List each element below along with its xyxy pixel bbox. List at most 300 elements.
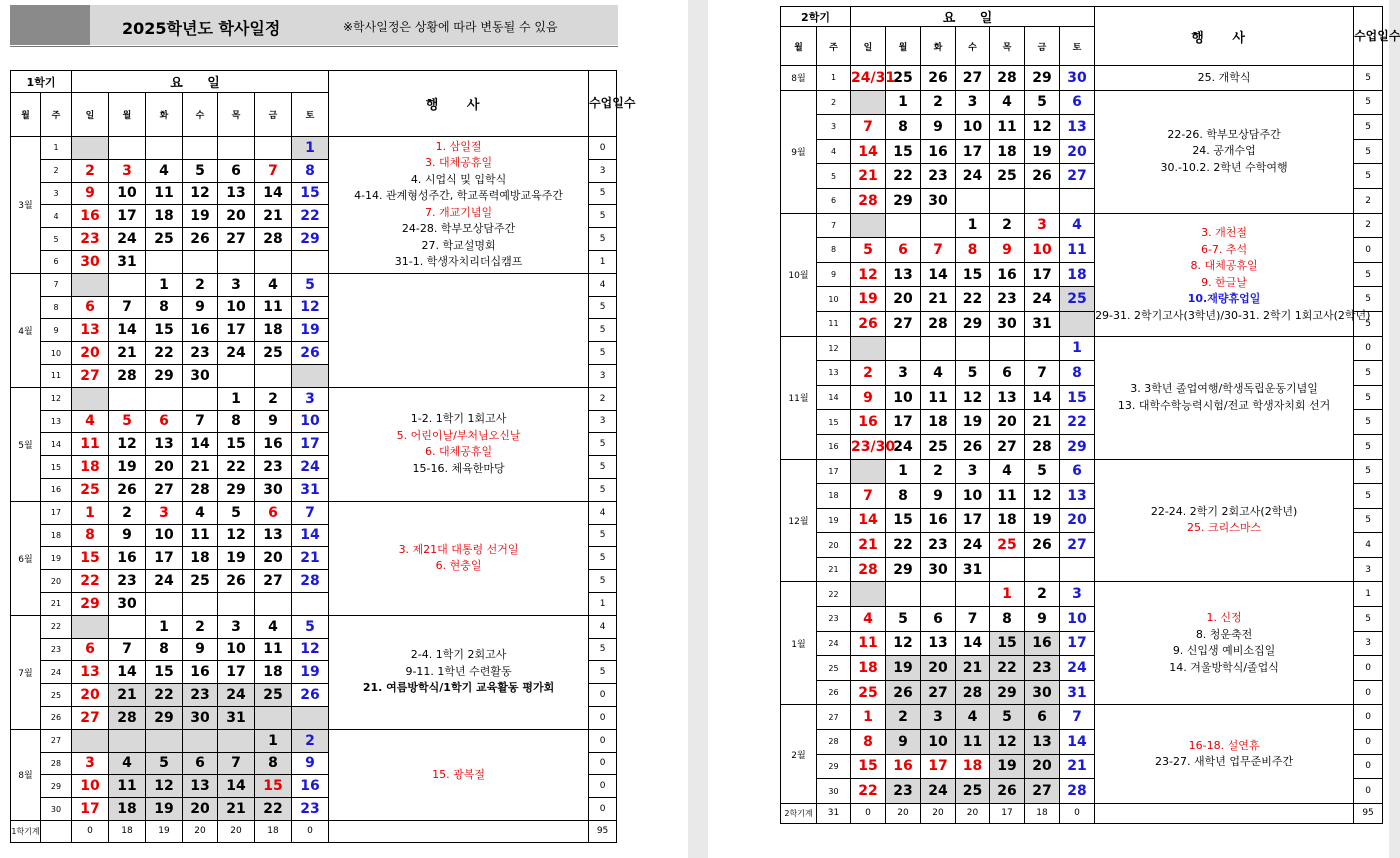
day-cell: 6 [183,752,218,775]
day-cell: 17 [218,661,255,684]
day-cell [255,250,292,273]
day-cell: 22 [886,164,921,189]
weekday-header: 토 [1060,27,1095,66]
week-number: 9 [817,262,851,287]
day-cell: 13 [990,385,1025,410]
day-cell: 8 [255,752,292,775]
total-day: 0 [292,820,329,842]
class-days-value: 0 [589,729,617,752]
day-cell: 8 [146,296,183,319]
day-cell: 30 [72,250,109,273]
day-cell: 3 [146,501,183,524]
day-cell: 4 [255,273,292,296]
event-item: 24-28. 학부모상담주간 [401,222,516,236]
day-cell: 18 [255,319,292,342]
event-item: 10.재량휴업일 [1187,292,1261,306]
day-cell: 4 [1060,213,1095,238]
day-cell [921,213,956,238]
day-cell: 6 [218,159,255,182]
day-cell: 29 [146,706,183,729]
day-cell: 13 [1060,115,1095,140]
day-cell: 10 [1025,238,1060,263]
events-cell [1095,90,1354,213]
week-number: 19 [41,547,72,570]
day-cell: 3 [1060,582,1095,607]
day-cell: 22 [956,287,990,312]
week-number: 21 [817,557,851,582]
class-days-value: 5 [1354,164,1383,189]
day-cell [851,336,886,361]
day-cell: 20 [921,656,956,681]
event-item: 8. 대체공휴일 [1190,259,1258,273]
class-days-value: 3 [1354,631,1383,656]
class-days-value: 0 [1354,730,1383,755]
day-cell: 2 [990,213,1025,238]
day-cell: 29 [1025,66,1060,91]
day-cell: 5 [1025,90,1060,115]
day-cell: 30 [921,188,956,213]
day-cell: 1 [851,705,886,730]
day-cell: 1 [886,459,921,484]
day-cell [183,137,218,160]
week-number: 11 [817,311,851,336]
class-days-value: 5 [1354,139,1383,164]
day-cell: 6 [1060,459,1095,484]
day-cell: 20 [218,205,255,228]
day-cell: 15 [1060,385,1095,410]
event-item: 7. 개교기념일 [425,205,493,219]
day-cell: 10 [956,115,990,140]
class-days-value: 5 [1354,262,1383,287]
month-header: 월 [11,93,41,137]
month-header: 월 [781,27,817,66]
day-cell: 9 [183,296,218,319]
day-cell [292,706,329,729]
events-cell [1095,705,1354,803]
total-class-days: 95 [589,820,617,842]
day-cell: 9 [990,238,1025,263]
day-cell: 16 [921,139,956,164]
day-cell: 6 [146,410,183,433]
day-cell: 27 [1060,533,1095,558]
day-cell: 23 [1025,656,1060,681]
day-cell: 27 [146,478,183,501]
class-days-value: 5 [1354,508,1383,533]
day-cell: 1 [146,273,183,296]
day-cell: 10 [921,730,956,755]
title-note: ※학사일정은 상황에 따라 변동될 수 있음 [343,20,558,34]
class-days-header: 수업일수 [1354,7,1383,66]
day-cell: 17 [72,798,109,821]
day-cell: 22 [72,570,109,593]
class-days-value: 4 [1354,533,1383,558]
day-cell: 15 [292,182,329,205]
week-number: 25 [817,656,851,681]
day-cell: 14 [956,631,990,656]
event-item: 6. 현충일 [435,559,482,573]
class-days-value: 5 [589,661,617,684]
class-days-value: 0 [1354,238,1383,263]
day-cell: 15 [146,319,183,342]
day-cell [1025,336,1060,361]
day-cell [218,729,255,752]
day-cell: 11 [255,296,292,319]
week-number: 28 [41,752,72,775]
total-label: 1학기계 [11,820,41,842]
events-cell [329,501,589,615]
class-days-value: 5 [589,182,617,205]
day-cell: 2 [109,501,146,524]
week-number: 10 [817,287,851,312]
day-cell: 22 [146,342,183,365]
day-cell: 19 [1025,508,1060,533]
class-days-value: 5 [589,342,617,365]
week-number: 7 [41,273,72,296]
class-days-value: 1 [589,250,617,273]
week-row [11,615,617,638]
day-cell: 7 [109,296,146,319]
month-label: 8월 [11,729,41,820]
day-cell: 29 [72,592,109,615]
day-cell: 9 [183,638,218,661]
day-cell [886,213,921,238]
week-row [11,729,617,752]
day-cell: 22 [146,684,183,707]
event-item: 15. 광복절 [432,767,485,781]
week-row [11,137,617,160]
day-cell [218,592,255,615]
day-cell: 10 [292,410,329,433]
day-cell: 2 [851,361,886,386]
day-cell: 6 [1025,705,1060,730]
day-cell: 9 [921,484,956,509]
total-week [41,820,72,842]
day-cell: 17 [146,547,183,570]
month-label: 5월 [11,387,41,501]
day-cell: 3 [218,273,255,296]
day-cell: 19 [1025,139,1060,164]
day-cell: 5 [183,159,218,182]
event-item: 8. 청운축전 [1195,627,1253,641]
day-cell: 16 [109,547,146,570]
day-cell [921,582,956,607]
day-cell: 24 [146,570,183,593]
day-cell: 26 [1025,164,1060,189]
week-row [781,459,1383,484]
day-cell: 25 [72,478,109,501]
event-item: 3. 제21대 대통령 선거일 [398,542,519,556]
class-days-value: 5 [1354,66,1383,91]
week-number: 30 [817,779,851,804]
day-cell: 27 [72,364,109,387]
day-cell: 21 [183,456,218,479]
event-item: 4. 시업식 및 입학식 [410,172,507,186]
day-cell: 11 [1060,238,1095,263]
event-item: 3. 3학년 졸업여행/학생독립운동기념일 [1130,382,1318,396]
event-item: 24. 공개수업 [1192,144,1256,158]
day-cell: 18 [183,547,218,570]
day-cell: 19 [292,319,329,342]
day-cell: 25 [956,779,990,804]
class-days-value: 2 [1354,188,1383,213]
month-label: 8월 [781,66,817,91]
event-item: 9. 신입생 예비소집일 [1172,644,1276,658]
week-number: 17 [817,459,851,484]
day-cell: 4 [990,459,1025,484]
week-number: 3 [41,182,72,205]
day-cell: 11 [990,484,1025,509]
day-cell [851,213,886,238]
day-cell: 17 [956,508,990,533]
day-cell: 18 [990,508,1025,533]
semester-label: 1학기 [11,71,72,93]
day-cell: 7 [956,607,990,632]
class-days-value: 5 [1354,90,1383,115]
day-cell: 29 [1060,434,1095,459]
day-cell: 23 [72,228,109,251]
day-cell: 1 [72,501,109,524]
semester-2-table [780,6,1400,824]
day-cell: 21 [1025,410,1060,435]
day-cell: 17 [292,433,329,456]
day-cell: 3 [956,459,990,484]
day-cell: 26 [292,342,329,365]
week-number: 12 [817,336,851,361]
day-cell: 2 [72,159,109,182]
day-cell: 26 [886,680,921,705]
day-cell: 3 [886,361,921,386]
day-cell: 26 [990,779,1025,804]
day-cell: 12 [292,296,329,319]
day-cell: 7 [1060,705,1095,730]
day-cell: 20 [72,342,109,365]
day-cell: 1 [292,137,329,160]
day-cell: 21 [218,798,255,821]
total-day: 18 [1025,803,1060,823]
day-cell: 3 [72,752,109,775]
week-header: 주 [817,27,851,66]
day-cell: 20 [990,410,1025,435]
day-cell [72,387,109,410]
event-item: 30.-10.2. 2학년 수학여행 [1160,160,1288,174]
day-cell [255,706,292,729]
class-days-value: 0 [1354,656,1383,681]
week-number: 20 [817,533,851,558]
total-events-blank [1095,803,1354,823]
day-cell: 25 [146,228,183,251]
day-cell [886,582,921,607]
day-cell: 14 [1025,385,1060,410]
day-cell: 22 [218,456,255,479]
day-cell [72,729,109,752]
total-day: 0 [851,803,886,823]
day-cell: 15 [218,433,255,456]
day-cell: 18 [255,661,292,684]
day-cell: 5 [292,615,329,638]
day-cell: 10 [886,385,921,410]
day-cell: 24 [218,684,255,707]
day-cell [956,582,990,607]
day-cell: 6 [886,238,921,263]
day-cell: 2 [292,729,329,752]
day-cell: 22 [1060,410,1095,435]
month-label: 12월 [781,459,817,582]
day-cell: 12 [109,433,146,456]
day-cell: 13 [72,319,109,342]
class-days-value: 4 [589,501,617,524]
week-number: 14 [817,385,851,410]
day-cell: 1 [1060,336,1095,361]
day-cell: 30 [109,592,146,615]
day-cell: 26 [218,570,255,593]
class-days-value: 4 [589,273,617,296]
day-cell: 11 [990,115,1025,140]
day-cell: 25 [183,570,218,593]
yoil-header: 요 일 [851,7,1095,27]
event-item: 1-2. 1학기 1회고사 [410,412,507,426]
semester-label: 2학기 [781,7,851,27]
day-cell: 25 [886,66,921,91]
day-cell: 5 [990,705,1025,730]
day-cell [1025,188,1060,213]
day-cell: 27 [72,706,109,729]
day-cell [255,137,292,160]
day-cell: 27 [1060,164,1095,189]
day-cell: 14 [851,508,886,533]
day-cell: 12 [292,638,329,661]
day-cell: 5 [956,361,990,386]
weekday-header: 토 [292,93,329,137]
day-cell: 30 [183,364,218,387]
day-cell: 13 [146,433,183,456]
day-cell: 8 [956,238,990,263]
week-number: 28 [817,730,851,755]
week-number: 12 [41,387,72,410]
week-number: 27 [41,729,72,752]
day-cell: 14 [255,182,292,205]
day-cell: 10 [218,638,255,661]
day-cell: 27 [1025,779,1060,804]
total-label: 2학기계 [781,803,817,823]
day-cell: 29 [218,478,255,501]
day-cell [183,250,218,273]
week-number: 30 [41,798,72,821]
day-cell: 14 [1060,730,1095,755]
class-days-value: 5 [1354,484,1383,509]
day-cell: 9 [1025,607,1060,632]
title-block [10,5,90,45]
day-cell: 17 [1060,631,1095,656]
day-cell [851,459,886,484]
day-cell: 11 [851,631,886,656]
day-cell [990,336,1025,361]
day-cell: 27 [956,66,990,91]
class-days-value: 5 [1354,410,1383,435]
day-cell: 16 [183,319,218,342]
day-cell: 22 [255,798,292,821]
week-number: 8 [817,238,851,263]
day-cell: 15 [72,547,109,570]
day-cell: 27 [990,434,1025,459]
event-item: 15-16. 체육한마당 [412,461,505,475]
day-cell: 2 [183,273,218,296]
day-cell: 27 [886,311,921,336]
day-cell: 24 [956,533,990,558]
day-cell: 4 [851,607,886,632]
day-cell: 14 [851,139,886,164]
week-number: 22 [41,615,72,638]
week-number: 6 [41,250,72,273]
events-cell [329,729,589,820]
day-cell: 17 [1025,262,1060,287]
day-cell: 13 [218,182,255,205]
day-cell: 9 [292,752,329,775]
day-cell [146,137,183,160]
day-cell: 6 [72,638,109,661]
day-cell: 8 [146,638,183,661]
yoil-header: 요 일 [72,71,329,93]
day-cell: 11 [183,524,218,547]
day-cell: 29 [886,557,921,582]
day-cell: 23 [255,456,292,479]
week-number: 2 [817,90,851,115]
day-cell: 8 [851,730,886,755]
day-cell: 23 [183,684,218,707]
day-cell: 23 [109,570,146,593]
day-cell: 9 [886,730,921,755]
class-days-value: 0 [1354,779,1383,804]
day-cell: 29 [956,311,990,336]
day-cell: 12 [146,775,183,798]
day-cell: 22 [851,779,886,804]
day-cell: 14 [218,775,255,798]
week-number: 1 [41,137,72,160]
total-row [11,820,617,842]
class-days-value: 5 [1354,385,1383,410]
weekday-header: 수 [956,27,990,66]
day-cell: 23/30 [851,434,886,459]
class-days-value: 5 [589,433,617,456]
day-cell: 21 [109,342,146,365]
month-label: 6월 [11,501,41,615]
day-cell: 2 [1025,582,1060,607]
month-label: 7월 [11,615,41,729]
event-item: 29-31. 2학기고사(3학년)/30-31. 2학기 1회고사(2학년) [1095,308,1371,322]
day-cell: 10 [146,524,183,547]
class-days-value: 3 [589,410,617,433]
day-cell: 18 [851,656,886,681]
day-cell: 23 [183,342,218,365]
day-cell: 16 [255,433,292,456]
day-cell [183,729,218,752]
class-days-value: 5 [1354,311,1383,336]
class-days-value: 5 [1354,287,1383,312]
title-rule [10,46,618,47]
week-number: 4 [41,205,72,228]
day-cell [109,615,146,638]
day-cell: 20 [183,798,218,821]
weekday-header: 월 [109,93,146,137]
day-cell: 6 [990,361,1025,386]
day-cell [109,387,146,410]
events-cell [329,615,589,729]
day-cell: 7 [292,501,329,524]
day-cell: 25 [851,680,886,705]
month-label: 3월 [11,137,41,274]
day-cell: 1 [255,729,292,752]
day-cell: 5 [851,238,886,263]
day-cell: 16 [921,508,956,533]
